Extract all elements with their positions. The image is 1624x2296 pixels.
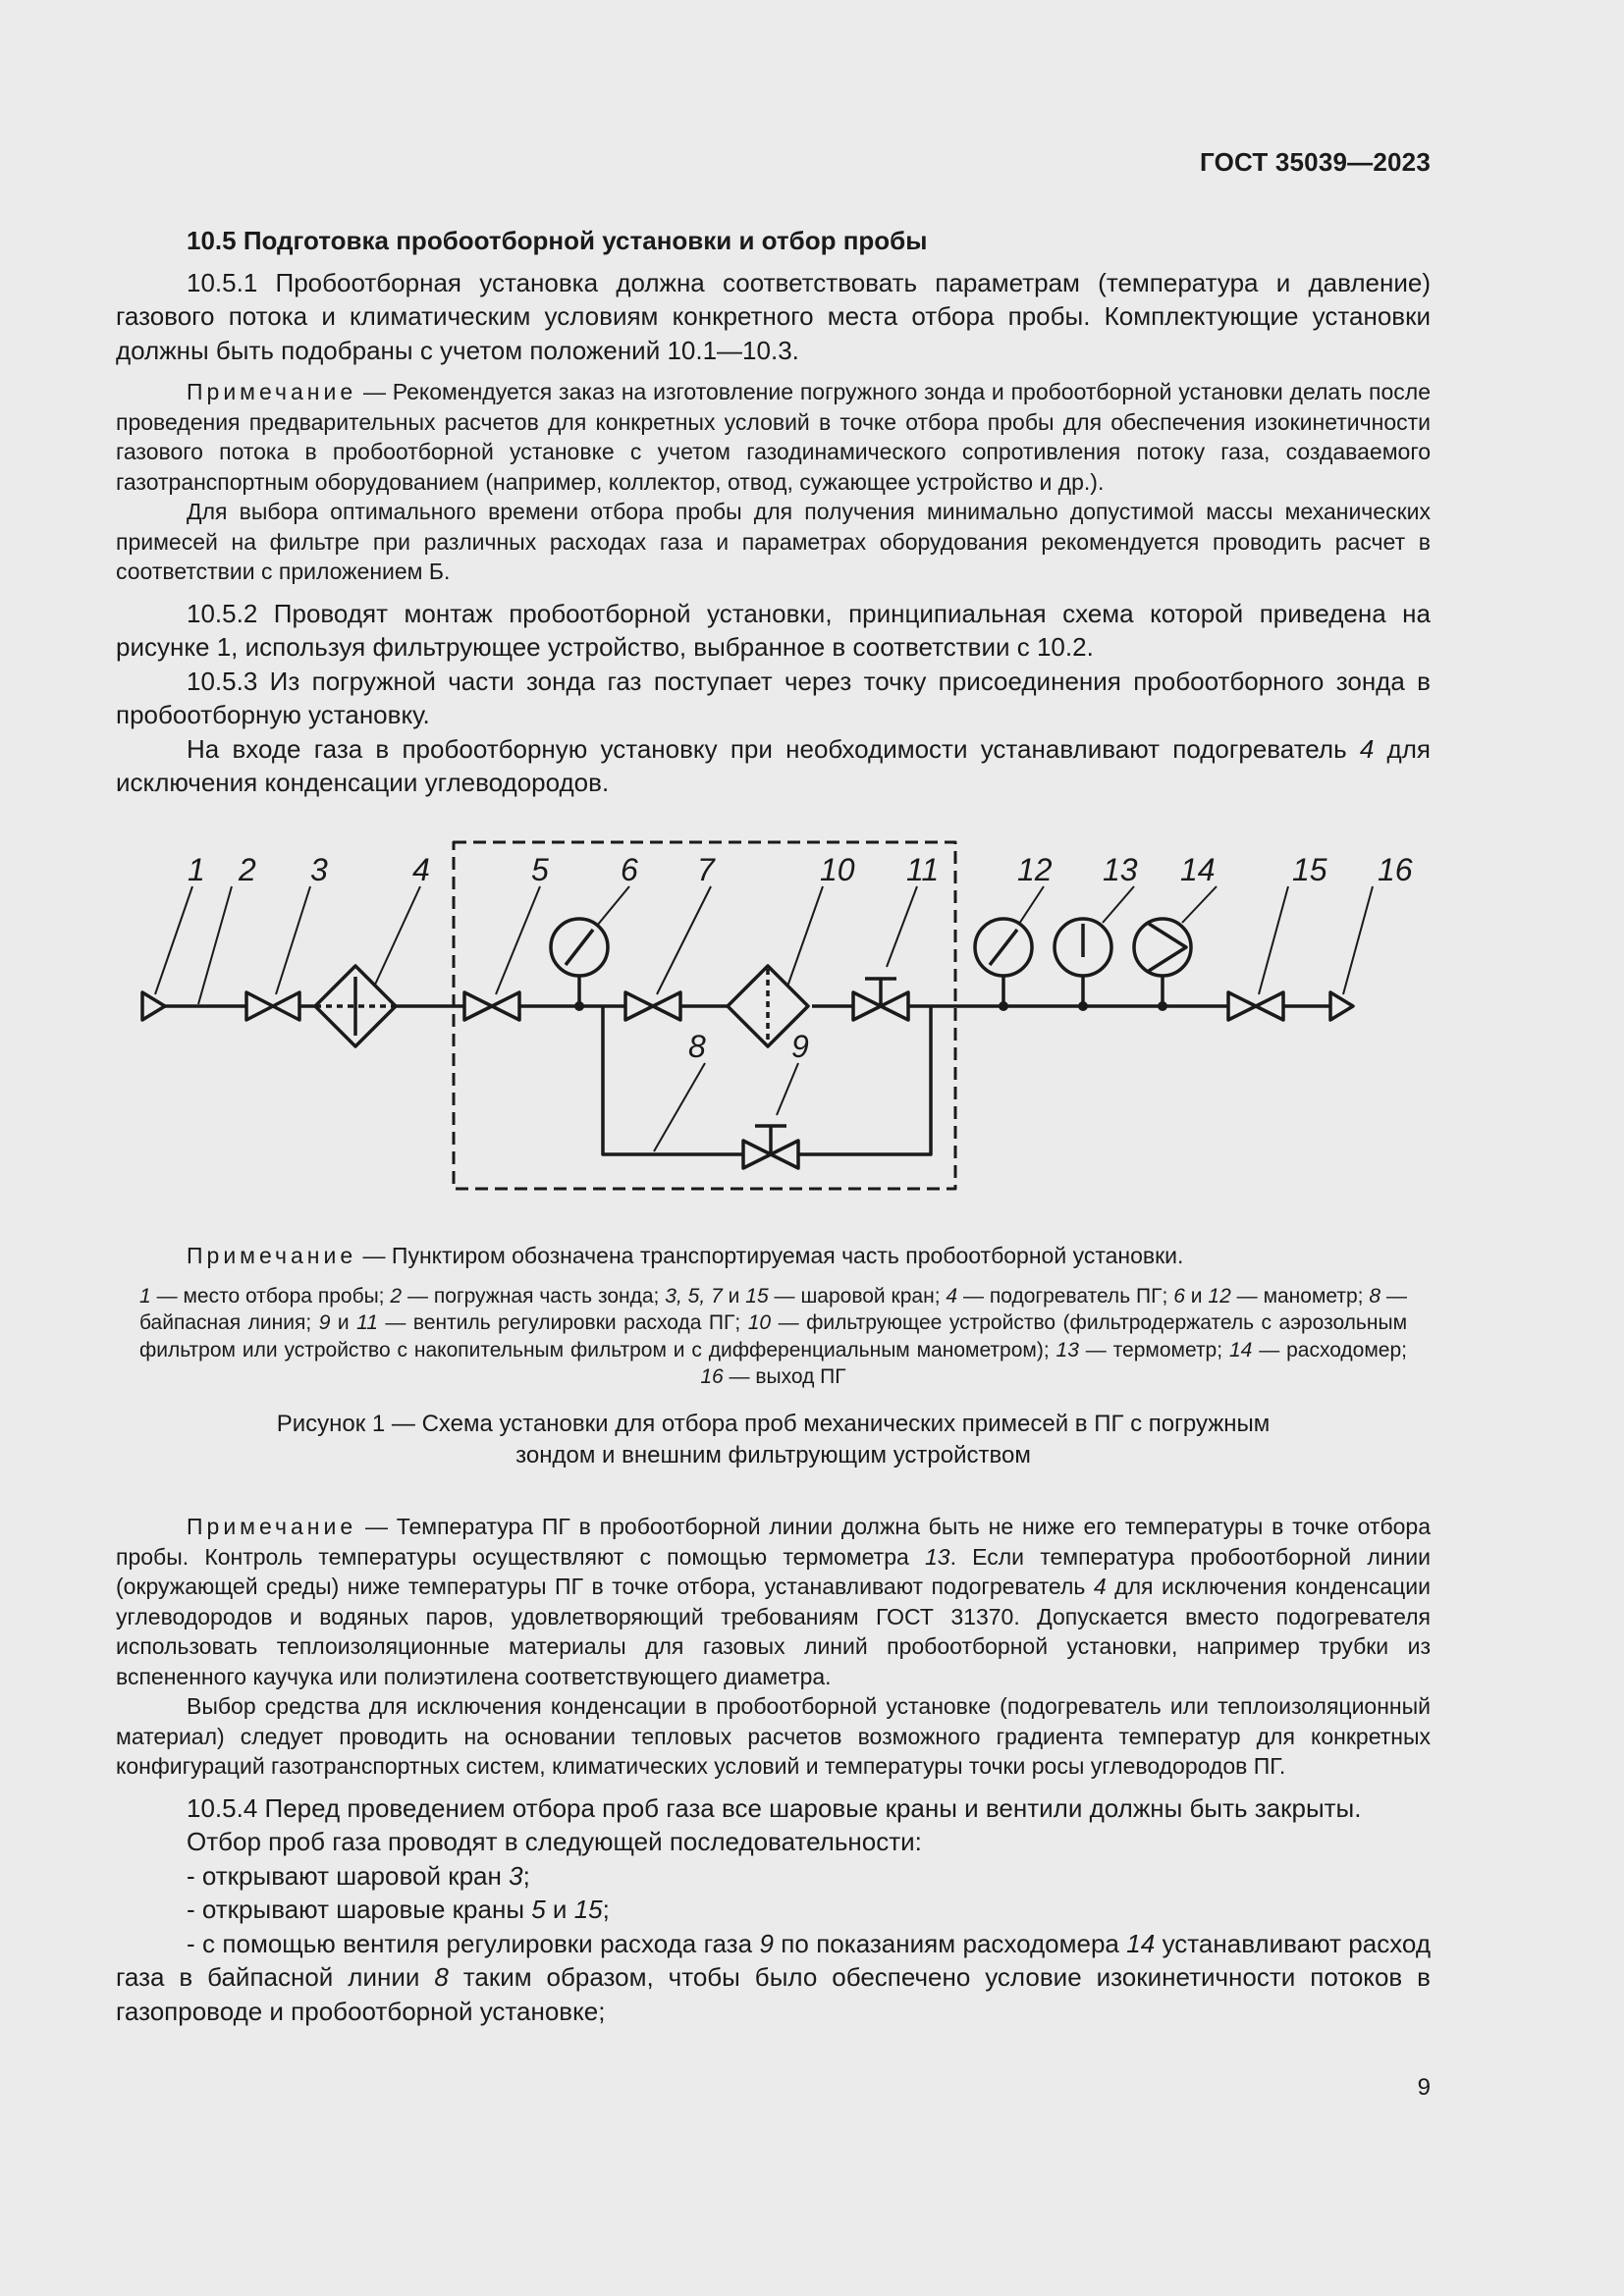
legend-text: и xyxy=(1184,1284,1209,1308)
leader-6 xyxy=(597,886,629,926)
control-valve-9 xyxy=(743,1126,798,1168)
legend-num: 13 xyxy=(1056,1338,1079,1362)
note-2-text: . Если температура пробоотборной линии (окружающей среды) ниже температуры ПГ в точке отбора, устанавливают подогреватель xyxy=(116,1543,1431,1599)
legend-num: 2 xyxy=(390,1284,403,1308)
ref-9: 9 xyxy=(759,1928,774,1958)
ref-4: 4 xyxy=(1093,1574,1107,1599)
ball-valve-3 xyxy=(246,992,299,1020)
figure-legend xyxy=(116,1283,1431,1391)
leader-1 xyxy=(155,886,192,994)
gas-outlet-symbol xyxy=(1330,992,1353,1020)
leader-15 xyxy=(1259,886,1288,994)
label-13: 13 xyxy=(1103,852,1138,887)
label-16: 16 xyxy=(1378,852,1413,887)
bypass-line-right xyxy=(798,1006,931,1154)
paragraph-10-5-2: 10.5.2 Проводят монтаж пробоотборной установки, принципиальная схема которой приведена на рисунке 1, используя фильтрующее устройство, выбранное в соответствии с 10.2. xyxy=(116,598,1431,662)
leader-10 xyxy=(787,886,823,987)
note-2-text: — Температура ПГ в пробоотборной линии должна быть не ниже его температуры в точке отбора пробы. Контроль температуры осуществляют с помощью термометра xyxy=(116,1514,1431,1570)
note-2-label: Примечание xyxy=(187,1514,357,1539)
page-number: 9 xyxy=(1417,2074,1431,2101)
sampling-schematic-diagram xyxy=(116,829,1431,1202)
top-text xyxy=(116,224,1431,800)
ref-13: 13 xyxy=(924,1543,950,1570)
label-12: 12 xyxy=(1017,852,1053,887)
legend-text: — байпасная линия; xyxy=(139,1284,1407,1334)
legend-num: 3, 5, 7 xyxy=(665,1284,723,1308)
label-11: 11 xyxy=(906,852,940,887)
junction-12 xyxy=(999,1001,1008,1011)
section-title: 10.5 Подготовка пробоотборной установки и отбор пробы xyxy=(187,226,928,255)
bypass-line xyxy=(603,1006,743,1154)
leader-11 xyxy=(887,886,917,967)
paragraph-10-5-3: 10.5.3 Из погружной части зонда газ поступает через точку присоединения пробоотборного зонда в пробоотборную установку. xyxy=(116,666,1431,729)
step-1 xyxy=(116,1859,1431,1894)
pressure-gauge-12 xyxy=(975,919,1032,1006)
figure-note-label: Примечание xyxy=(187,1243,357,1268)
label-4: 4 xyxy=(412,852,430,887)
legend-num: 8 xyxy=(1369,1284,1381,1308)
legend-num: 12 xyxy=(1208,1284,1231,1308)
heater-ref-4: 4 xyxy=(1359,733,1375,764)
legend-text: — шаровой кран; xyxy=(768,1284,947,1308)
legend-num: 1 xyxy=(139,1284,151,1308)
label-5: 5 xyxy=(531,852,549,887)
leader-13 xyxy=(1103,886,1134,923)
heater-text-a: На входе газа в пробоотборную установку при необходимости устанавливают подогреватель xyxy=(187,733,1360,764)
leader-2 xyxy=(198,886,232,1004)
label-7: 7 xyxy=(697,852,715,887)
flowmeter-14 xyxy=(1134,919,1191,1006)
sampling-point-symbol xyxy=(142,992,165,1020)
step-text: и xyxy=(545,1895,574,1924)
standard-code: ГОСТ 35039—2023 xyxy=(1200,147,1431,177)
label-10: 10 xyxy=(820,852,855,887)
heater-text-b: для исключения конденсации углеводородов. xyxy=(116,733,1431,797)
figure-note xyxy=(116,1241,1431,1271)
label-3: 3 xyxy=(310,852,328,887)
legend-text: — манометр; xyxy=(1230,1284,1370,1308)
step-text: ; xyxy=(522,1860,530,1891)
figure-note-text: — Пунктиром обозначена транспортируемая часть пробоотборной установки. xyxy=(356,1243,1184,1268)
leader-14 xyxy=(1182,886,1217,923)
leader-4 xyxy=(375,886,420,985)
heater-4 xyxy=(315,966,396,1046)
label-1: 1 xyxy=(188,852,205,887)
leader-9 xyxy=(777,1063,798,1115)
junction-13 xyxy=(1078,1001,1088,1011)
legend-num: 9 xyxy=(318,1311,331,1334)
junction-6 xyxy=(574,1001,584,1011)
thermometer-13 xyxy=(1055,919,1111,1006)
legend-text: — расходомер; xyxy=(1252,1338,1407,1362)
leader-7 xyxy=(657,886,711,994)
label-6: 6 xyxy=(621,852,638,887)
step-text: - с помощью вентиля регулировки расхода газа xyxy=(187,1928,760,1958)
note-text: — Рекомендуется заказ на изготовление погружного зонда и пробоотборной установки делать после проведения предварительных расчетов для конкретных условий в точке отбора пробы для обеспечения изокинетичности газового потока в пробоотборной установке с учетом газодинамического сопротивления потоку газа, создаваемого газотранспортным оборудованием (например, коллектор, отвод, сужающее устройство и др.). xyxy=(116,379,1431,495)
legend-num: 4 xyxy=(946,1284,958,1308)
leader-3 xyxy=(276,886,310,994)
legend-text: — подогреватель ПГ; xyxy=(957,1284,1174,1308)
ref-3: 3 xyxy=(509,1860,523,1891)
legend-num: 16 xyxy=(700,1365,724,1388)
control-valve-11 xyxy=(853,979,908,1020)
legend-num: 15 xyxy=(745,1284,769,1308)
ref-8: 8 xyxy=(434,1962,449,1992)
legend-text: — погружная часть зонда; xyxy=(402,1284,666,1308)
legend-text: — фильтрующее устройство (фильтродержатель с аэрозольным фильтром или устройство с накопительным фильтром и с дифференциальным манометром); xyxy=(139,1311,1408,1362)
note-2-continuation: Выбор средства для исключения конденсации в пробоотборной установке (подогреватель или теплоизоляционный материал) следует проводить на основании тепловых расчетов возможного градиента температур для конкретных конфигураций газотранспортных систем, климатических условий и температуры точки росы углеводородов ПГ. xyxy=(116,1693,1431,1779)
legend-text: — вентиль регулировки расхода ПГ; xyxy=(377,1311,748,1334)
legend-num: 10 xyxy=(747,1311,772,1334)
leader-8 xyxy=(654,1063,705,1151)
step-text: таким образом, чтобы было обеспечено условие изокинетичности потоков в газопроводе и пробоотборной установке; xyxy=(116,1962,1431,2026)
legend-num: 6 xyxy=(1173,1284,1185,1308)
label-2: 2 xyxy=(239,852,256,887)
step-2 xyxy=(116,1893,1431,1927)
leader-12 xyxy=(1019,886,1044,924)
ball-valve-15 xyxy=(1228,992,1283,1020)
bottom-text xyxy=(116,1512,1431,2028)
figure-text xyxy=(116,1241,1431,1471)
legend-num: 11 xyxy=(356,1311,378,1334)
note-2 xyxy=(116,1512,1431,1691)
note-1 xyxy=(116,377,1431,497)
step-text: - открывают шаровой кран xyxy=(187,1860,510,1891)
label-15: 15 xyxy=(1292,852,1327,887)
note-2-text: для исключения конденсации углеводородов и водяных паров, удовлетворяющий требованиям ГОСТ 31370. Допускается вместо подогревателя использовать теплоизоляционные материалы для газовых линий пробоотборной установки, например трубки из вспененного каучука или полиэтилена соответствующего диаметра. xyxy=(116,1574,1431,1689)
legend-text: — термометр; xyxy=(1078,1338,1229,1362)
step-text: - открывают шаровые краны xyxy=(187,1895,532,1924)
ref-15: 15 xyxy=(573,1895,603,1924)
leader-5 xyxy=(496,886,540,994)
junction-14 xyxy=(1158,1001,1167,1011)
note-1-continuation: Для выбора оптимального времени отбора пробы для получения минимально допустимой массы механических примесей на фильтре при различных расходах газа и параметрах оборудования рекомендуется проводить расчет в соответствии с приложением Б. xyxy=(116,499,1431,584)
transportable-part-box xyxy=(454,842,955,1189)
paragraph-heater xyxy=(116,732,1431,800)
note-label: Примечание xyxy=(187,379,357,404)
step-3 xyxy=(116,1927,1431,2029)
label-8: 8 xyxy=(688,1029,706,1064)
ball-valve-7 xyxy=(625,992,680,1020)
label-14: 14 xyxy=(1180,852,1216,887)
legend-text: — выход ПГ xyxy=(723,1365,846,1388)
paragraph-10-5-4: 10.5.4 Перед проведением отбора проб газа все шаровые краны и вентили должны быть закрыты. xyxy=(187,1792,1362,1823)
ball-valve-5 xyxy=(464,992,519,1020)
step-text: ; xyxy=(602,1895,610,1924)
step-text: устанавливают расход газа в байпасной линии xyxy=(116,1928,1431,1992)
leader-16 xyxy=(1343,886,1373,994)
pressure-gauge-6 xyxy=(551,919,608,1006)
paragraph-10-5-1: 10.5.1 Пробоотборная установка должна соответствовать параметрам (температура и давление) газового потока и климатическим условиям конкретного места отбора пробы. Комплектующие установки должны быть подобраны с учетом положений 10.1—10.3. xyxy=(116,267,1431,365)
legend-num: 14 xyxy=(1228,1338,1253,1362)
ref-5: 5 xyxy=(531,1895,546,1924)
legend-text: и xyxy=(330,1311,357,1334)
sequence-intro: Отбор проб газа проводят в следующей последовательности: xyxy=(187,1827,922,1856)
label-9: 9 xyxy=(791,1029,809,1064)
figure-caption: Рисунок 1 — Схема установки для отбора проб механических примесей в ПГ с погружным зондом и внешним фильтрующим устройством xyxy=(276,1410,1271,1468)
legend-text: — место отбора пробы; xyxy=(150,1284,391,1308)
legend-text: и xyxy=(722,1284,746,1308)
ref-14: 14 xyxy=(1126,1928,1156,1958)
step-text: по показаниям расходомера xyxy=(773,1928,1127,1958)
